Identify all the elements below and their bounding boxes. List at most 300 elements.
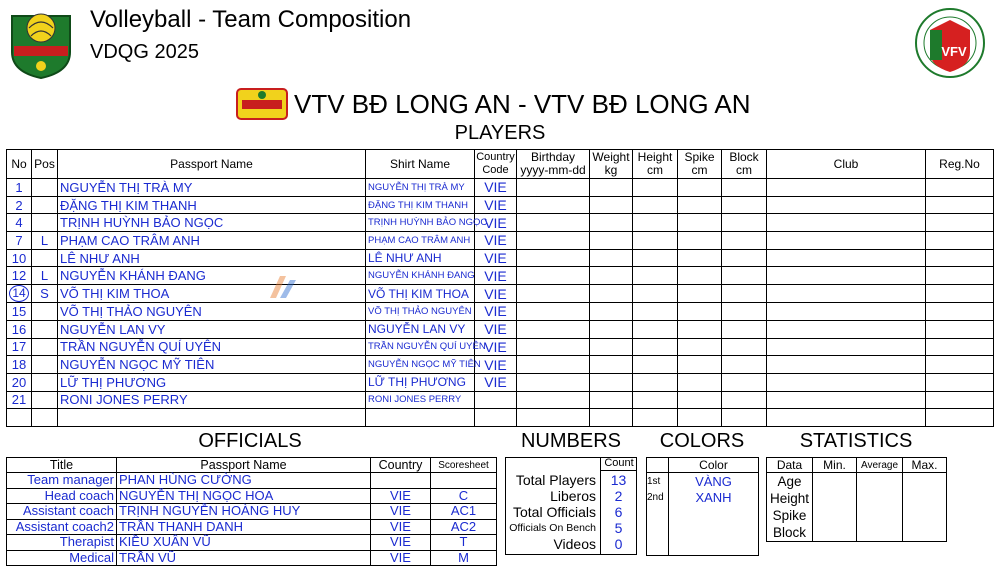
player-number: 17 bbox=[7, 338, 32, 356]
player-row bbox=[7, 249, 994, 267]
official-name: PHAN HÙNG CƯỜNG bbox=[117, 473, 371, 489]
empty-cell bbox=[767, 267, 926, 285]
empty-cell bbox=[58, 409, 366, 427]
empty-cell bbox=[517, 391, 590, 409]
empty-cell bbox=[722, 249, 767, 267]
empty-cell bbox=[475, 409, 517, 427]
empty-cell bbox=[590, 249, 633, 267]
colors-blank bbox=[647, 458, 669, 473]
player-row bbox=[7, 179, 994, 197]
stat-row bbox=[767, 524, 947, 542]
empty-cell bbox=[903, 490, 947, 507]
player-shirt-name: LỮ THỊ PHƯƠNG bbox=[366, 373, 475, 391]
empty-cell bbox=[517, 232, 590, 250]
empty-cell bbox=[767, 373, 926, 391]
vfv-logo bbox=[914, 6, 986, 80]
empty-cell bbox=[722, 409, 767, 427]
col-no: No bbox=[7, 150, 32, 179]
numbers-label: Total Officials bbox=[513, 504, 596, 520]
col-official-name: Passport Name bbox=[117, 458, 371, 473]
player-passport-name: TRẦN NGUYỄN QUÍ UYÊN bbox=[58, 338, 366, 356]
numbers-label: Officials On Bench bbox=[509, 522, 596, 534]
player-number: 2 bbox=[7, 196, 32, 214]
official-country: VIE bbox=[371, 519, 431, 535]
empty-cell bbox=[678, 303, 722, 321]
player-country-code: VIE bbox=[475, 373, 517, 391]
empty-cell bbox=[722, 373, 767, 391]
player-position bbox=[32, 373, 58, 391]
empty-cell bbox=[647, 505, 669, 556]
stat-label: Height bbox=[767, 490, 813, 507]
col-country: Country bbox=[371, 458, 431, 473]
empty-cell bbox=[633, 214, 678, 232]
empty-cell bbox=[517, 356, 590, 374]
player-country-code bbox=[475, 391, 517, 409]
empty-cell bbox=[633, 285, 678, 303]
colors-header-row bbox=[647, 458, 759, 473]
empty-cell bbox=[678, 356, 722, 374]
empty-cell bbox=[926, 267, 994, 285]
empty-cell bbox=[926, 303, 994, 321]
numbers-label: Videos bbox=[553, 536, 596, 552]
empty-cell bbox=[633, 409, 678, 427]
player-passport-name: NGUYỄN LAN VY bbox=[58, 320, 366, 338]
color-value: XANH bbox=[669, 489, 759, 505]
empty-cell bbox=[590, 303, 633, 321]
empty-cell bbox=[813, 507, 857, 524]
stats-header-row bbox=[767, 458, 947, 473]
official-row bbox=[7, 473, 497, 489]
empty-cell bbox=[722, 232, 767, 250]
empty-cell bbox=[517, 267, 590, 285]
team-badge-icon bbox=[236, 88, 288, 120]
official-row bbox=[7, 504, 497, 520]
empty-cell bbox=[678, 196, 722, 214]
col-birthday: Birthday yyyy-mm-dd bbox=[517, 150, 590, 179]
empty-cell bbox=[926, 232, 994, 250]
empty-cell bbox=[678, 179, 722, 197]
competition-name: VDQG 2025 bbox=[90, 41, 199, 63]
empty-cell bbox=[633, 232, 678, 250]
player-row bbox=[7, 391, 994, 409]
empty-cell bbox=[926, 356, 994, 374]
vfv-logo-text: VFV bbox=[941, 44, 967, 59]
color-row-blank bbox=[647, 505, 759, 556]
empty-cell bbox=[590, 356, 633, 374]
empty-cell bbox=[590, 179, 633, 197]
player-passport-name: VÕ THỊ KIM THOA bbox=[58, 285, 366, 303]
col-min: Min. bbox=[813, 458, 857, 473]
empty-cell bbox=[813, 473, 857, 491]
empty-cell bbox=[722, 196, 767, 214]
empty-cell bbox=[633, 356, 678, 374]
player-country-code: VIE bbox=[475, 232, 517, 250]
officials-title: OFFICIALS bbox=[198, 430, 302, 452]
official-row bbox=[7, 519, 497, 535]
official-country: VIE bbox=[371, 488, 431, 504]
stat-label: Age bbox=[767, 473, 813, 491]
player-position bbox=[32, 179, 58, 197]
empty-cell bbox=[767, 409, 926, 427]
color-order: 2nd bbox=[647, 489, 669, 505]
player-position: S bbox=[32, 285, 58, 303]
empty-cell bbox=[767, 196, 926, 214]
empty-cell bbox=[32, 409, 58, 427]
empty-cell bbox=[767, 249, 926, 267]
stat-row bbox=[767, 473, 947, 491]
player-number: 15 bbox=[7, 303, 32, 321]
player-row bbox=[7, 214, 994, 232]
empty-cell bbox=[678, 409, 722, 427]
official-name: KIỀU XUÂN VŨ bbox=[117, 535, 371, 551]
player-passport-name: RONI JONES PERRY bbox=[58, 391, 366, 409]
player-position bbox=[32, 356, 58, 374]
numbers-row bbox=[505, 536, 637, 552]
numbers-value: 0 bbox=[614, 536, 623, 552]
player-passport-name: VÕ THỊ THẢO NGUYÊN bbox=[58, 303, 366, 321]
empty-cell bbox=[678, 214, 722, 232]
player-country-code: VIE bbox=[475, 249, 517, 267]
empty-cell bbox=[722, 267, 767, 285]
empty-cell bbox=[678, 249, 722, 267]
player-shirt-name: NGUYỄN NGỌC MỸ TIÊN bbox=[366, 356, 475, 374]
player-position bbox=[32, 391, 58, 409]
col-reg-no: Reg.No bbox=[926, 150, 994, 179]
player-shirt-name: TRẦN NGUYỄN QUÍ UYÊN bbox=[366, 338, 475, 356]
empty-cell bbox=[926, 320, 994, 338]
player-row bbox=[7, 409, 994, 427]
stat-row bbox=[767, 507, 947, 524]
empty-cell bbox=[857, 473, 903, 491]
official-title: Head coach bbox=[7, 488, 117, 504]
player-shirt-name: VÕ THỊ THẢO NGUYÊN bbox=[366, 303, 475, 321]
empty-cell bbox=[926, 179, 994, 197]
official-title: Assistant coach bbox=[7, 504, 117, 520]
statistics-title: STATISTICS bbox=[799, 430, 913, 452]
player-shirt-name: PHẠM CAO TRÂM ANH bbox=[366, 232, 475, 250]
empty-cell bbox=[926, 285, 994, 303]
player-country-code: VIE bbox=[475, 214, 517, 232]
empty-cell bbox=[722, 338, 767, 356]
player-row bbox=[7, 338, 994, 356]
official-scoresheet: T bbox=[431, 535, 497, 551]
official-title: Assistant coach2 bbox=[7, 519, 117, 535]
player-country-code: VIE bbox=[475, 267, 517, 285]
empty-cell bbox=[767, 356, 926, 374]
player-country-code: VIE bbox=[475, 303, 517, 321]
col-spike: Spike cm bbox=[678, 150, 722, 179]
empty-cell bbox=[767, 338, 926, 356]
official-name: TRẦN VŨ bbox=[117, 550, 371, 566]
player-country-code: VIE bbox=[475, 356, 517, 374]
col-passport-name: Passport Name bbox=[58, 150, 366, 179]
player-country-code: VIE bbox=[475, 179, 517, 197]
col-pos: Pos bbox=[32, 150, 58, 179]
player-row bbox=[7, 285, 994, 303]
empty-cell bbox=[633, 179, 678, 197]
empty-cell bbox=[722, 303, 767, 321]
official-scoresheet: C bbox=[431, 488, 497, 504]
empty-cell bbox=[678, 267, 722, 285]
player-row bbox=[7, 356, 994, 374]
empty-cell bbox=[722, 356, 767, 374]
empty-cell bbox=[857, 524, 903, 542]
empty-cell bbox=[517, 285, 590, 303]
empty-cell bbox=[722, 285, 767, 303]
empty-cell bbox=[366, 409, 475, 427]
player-number: 20 bbox=[7, 373, 32, 391]
empty-cell bbox=[857, 490, 903, 507]
numbers-count-label: Count bbox=[600, 457, 637, 471]
player-number: 12 bbox=[7, 267, 32, 285]
empty-cell bbox=[767, 391, 926, 409]
numbers-row bbox=[505, 504, 637, 520]
empty-cell bbox=[926, 249, 994, 267]
empty-cell bbox=[633, 303, 678, 321]
player-shirt-name: NGUYỄN LAN VY bbox=[366, 320, 475, 338]
color-row bbox=[647, 473, 759, 490]
official-row bbox=[7, 535, 497, 551]
col-block: Block cm bbox=[722, 150, 767, 179]
empty-cell bbox=[926, 214, 994, 232]
empty-cell bbox=[903, 473, 947, 491]
official-title: Medical bbox=[7, 550, 117, 566]
numbers-value: 5 bbox=[614, 520, 623, 536]
player-position: L bbox=[32, 267, 58, 285]
col-max: Max. bbox=[903, 458, 947, 473]
empty-cell bbox=[633, 373, 678, 391]
player-shirt-name: RONI JONES PERRY bbox=[366, 391, 475, 409]
player-country-code: VIE bbox=[475, 285, 517, 303]
empty-cell bbox=[813, 490, 857, 507]
col-data: Data bbox=[767, 458, 813, 473]
players-title: PLAYERS bbox=[454, 122, 546, 144]
numbers-row bbox=[505, 488, 637, 504]
empty-cell bbox=[633, 338, 678, 356]
official-row bbox=[7, 488, 497, 504]
empty-cell bbox=[517, 338, 590, 356]
colors-table bbox=[646, 457, 759, 556]
empty-cell bbox=[767, 232, 926, 250]
player-position bbox=[32, 249, 58, 267]
empty-cell bbox=[678, 285, 722, 303]
colors-header: Color bbox=[669, 458, 759, 473]
empty-cell bbox=[517, 214, 590, 232]
empty-cell bbox=[767, 303, 926, 321]
empty-cell bbox=[590, 285, 633, 303]
empty-cell bbox=[678, 338, 722, 356]
empty-cell bbox=[633, 196, 678, 214]
numbers-value: 2 bbox=[614, 488, 623, 504]
empty-cell bbox=[517, 320, 590, 338]
col-country-code: Country Code bbox=[475, 150, 517, 179]
player-shirt-name: LÊ NHƯ ANH bbox=[366, 249, 475, 267]
player-number: 4 bbox=[7, 214, 32, 232]
col-shirt-name: Shirt Name bbox=[366, 150, 475, 179]
empty-cell bbox=[926, 409, 994, 427]
official-scoresheet: AC2 bbox=[431, 519, 497, 535]
empty-cell bbox=[926, 373, 994, 391]
captain-number: 14 bbox=[9, 285, 29, 302]
empty-cell bbox=[590, 267, 633, 285]
official-name: TRỊNH NGUYỄN HOÀNG HUY bbox=[117, 504, 371, 520]
player-row bbox=[7, 232, 994, 250]
numbers-row bbox=[505, 520, 637, 536]
player-passport-name: LỮ THỊ PHƯƠNG bbox=[58, 373, 366, 391]
empty-cell bbox=[767, 320, 926, 338]
player-shirt-name: NGUYỄN KHÁNH ĐANG bbox=[366, 267, 475, 285]
empty-cell bbox=[517, 196, 590, 214]
empty-cell bbox=[767, 214, 926, 232]
official-country bbox=[371, 473, 431, 489]
numbers-value: 13 bbox=[610, 472, 627, 488]
numbers-title: NUMBERS bbox=[520, 430, 621, 452]
official-scoresheet: AC1 bbox=[431, 504, 497, 520]
player-number: 16 bbox=[7, 320, 32, 338]
player-row bbox=[7, 303, 994, 321]
empty-cell bbox=[678, 320, 722, 338]
player-number: 10 bbox=[7, 249, 32, 267]
empty-cell bbox=[722, 179, 767, 197]
col-average: Average bbox=[857, 458, 903, 473]
player-number: 21 bbox=[7, 391, 32, 409]
empty-cell bbox=[517, 179, 590, 197]
col-height: Height cm bbox=[633, 150, 678, 179]
empty-cell bbox=[926, 338, 994, 356]
player-shirt-name: VÕ THỊ KIM THOA bbox=[366, 285, 475, 303]
player-country-code: VIE bbox=[475, 338, 517, 356]
player-position bbox=[32, 338, 58, 356]
player-passport-name: LÊ NHƯ ANH bbox=[58, 249, 366, 267]
player-row bbox=[7, 196, 994, 214]
player-passport-name: TRỊNH HUỲNH BẢO NGỌC bbox=[58, 214, 366, 232]
officials-table bbox=[6, 457, 497, 566]
color-row bbox=[647, 489, 759, 505]
numbers-label: Total Players bbox=[515, 472, 596, 488]
empty-cell bbox=[590, 391, 633, 409]
empty-cell bbox=[767, 179, 926, 197]
empty-cell bbox=[590, 409, 633, 427]
player-row bbox=[7, 373, 994, 391]
empty-cell bbox=[633, 267, 678, 285]
numbers-list bbox=[505, 472, 637, 552]
col-scoresheet: Scoresheet bbox=[431, 458, 497, 473]
empty-cell bbox=[678, 232, 722, 250]
official-title: Therapist bbox=[7, 535, 117, 551]
player-position bbox=[32, 303, 58, 321]
player-country-code: VIE bbox=[475, 196, 517, 214]
empty-cell bbox=[669, 505, 759, 556]
empty-cell bbox=[590, 214, 633, 232]
player-row bbox=[7, 267, 994, 285]
empty-cell bbox=[678, 391, 722, 409]
color-value: VÀNG bbox=[669, 473, 759, 490]
watermark-logo bbox=[266, 270, 346, 304]
official-name: NGUYỄN THỊ NGỌC HOA bbox=[117, 488, 371, 504]
col-title: Title bbox=[7, 458, 117, 473]
player-number bbox=[7, 285, 32, 303]
player-row bbox=[7, 320, 994, 338]
player-number: 1 bbox=[7, 179, 32, 197]
officials-header-row bbox=[7, 458, 497, 473]
numbers-label: Liberos bbox=[550, 488, 596, 504]
colors-title: COLORS bbox=[659, 430, 745, 452]
player-passport-name: NGUYỄN KHÁNH ĐANG bbox=[58, 267, 366, 285]
empty-cell bbox=[926, 391, 994, 409]
team-header bbox=[236, 86, 751, 122]
empty-cell bbox=[678, 373, 722, 391]
empty-cell bbox=[633, 249, 678, 267]
player-position bbox=[32, 214, 58, 232]
official-title: Team manager bbox=[7, 473, 117, 489]
team-name: VTV BĐ LONG AN - VTV BĐ LONG AN bbox=[294, 88, 751, 119]
stat-label: Block bbox=[767, 524, 813, 542]
player-passport-name: ĐẶNG THỊ KIM THANH bbox=[58, 196, 366, 214]
empty-cell bbox=[590, 338, 633, 356]
empty-cell bbox=[590, 320, 633, 338]
empty-cell bbox=[7, 409, 32, 427]
official-row bbox=[7, 550, 497, 566]
players-table bbox=[6, 149, 994, 427]
player-position bbox=[32, 196, 58, 214]
empty-cell bbox=[517, 409, 590, 427]
empty-cell bbox=[926, 196, 994, 214]
stat-label: Spike bbox=[767, 507, 813, 524]
empty-cell bbox=[517, 373, 590, 391]
empty-cell bbox=[722, 391, 767, 409]
empty-cell bbox=[903, 524, 947, 542]
player-number: 18 bbox=[7, 356, 32, 374]
official-scoresheet bbox=[431, 473, 497, 489]
numbers-row bbox=[505, 472, 637, 488]
player-shirt-name: ĐẶNG THỊ KIM THANH bbox=[366, 196, 475, 214]
player-passport-name: NGUYỄN NGỌC MỸ TIÊN bbox=[58, 356, 366, 374]
official-country: VIE bbox=[371, 550, 431, 566]
official-country: VIE bbox=[371, 504, 431, 520]
col-weight: Weight kg bbox=[590, 150, 633, 179]
col-club: Club bbox=[767, 150, 926, 179]
empty-cell bbox=[590, 373, 633, 391]
numbers-value: 6 bbox=[614, 504, 623, 520]
official-name: TRẦN THANH DANH bbox=[117, 519, 371, 535]
official-country: VIE bbox=[371, 535, 431, 551]
statistics-table bbox=[766, 457, 947, 542]
player-shirt-name: NGUYỄN THỊ TRÀ MY bbox=[366, 179, 475, 197]
empty-cell bbox=[722, 320, 767, 338]
player-position bbox=[32, 320, 58, 338]
color-order: 1st bbox=[647, 473, 669, 490]
page-title: Volleyball - Team Composition bbox=[90, 6, 412, 33]
empty-cell bbox=[633, 320, 678, 338]
stat-row bbox=[767, 490, 947, 507]
player-passport-name: NGUYỄN THỊ TRÀ MY bbox=[58, 179, 366, 197]
empty-cell bbox=[633, 391, 678, 409]
empty-cell bbox=[590, 196, 633, 214]
player-position: L bbox=[32, 232, 58, 250]
empty-cell bbox=[517, 249, 590, 267]
empty-cell bbox=[590, 232, 633, 250]
empty-cell bbox=[857, 507, 903, 524]
players-header-row bbox=[7, 150, 994, 179]
empty-cell bbox=[813, 524, 857, 542]
championship-logo bbox=[6, 6, 76, 80]
empty-cell bbox=[767, 285, 926, 303]
player-shirt-name: TRỊNH HUỲNH BẢO NGỌC bbox=[366, 214, 475, 232]
empty-cell bbox=[517, 303, 590, 321]
player-number: 7 bbox=[7, 232, 32, 250]
player-passport-name: PHẠM CAO TRÂM ANH bbox=[58, 232, 366, 250]
empty-cell bbox=[903, 507, 947, 524]
